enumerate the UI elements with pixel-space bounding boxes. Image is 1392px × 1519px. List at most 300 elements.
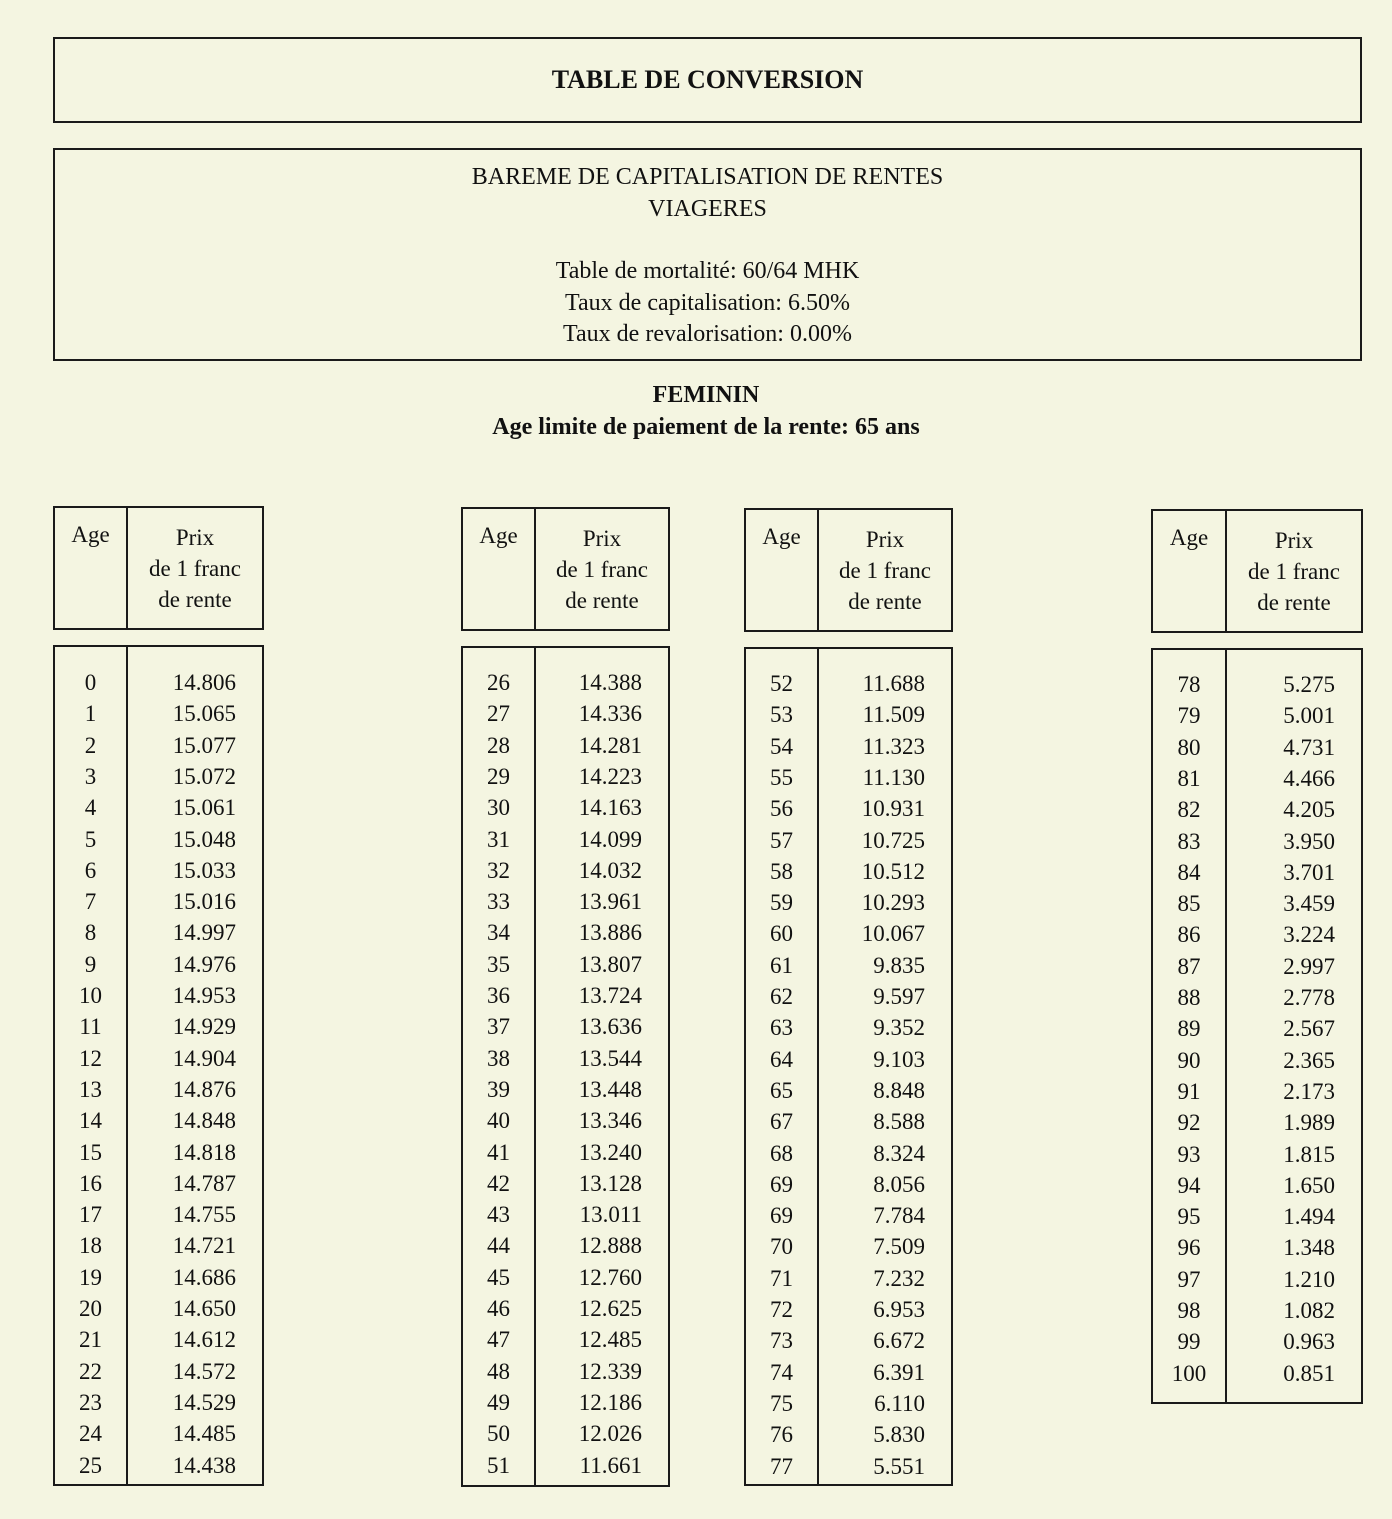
table-row [463, 1453, 668, 1484]
table-row [746, 984, 951, 1015]
table-row [746, 1015, 951, 1046]
table-row [463, 764, 668, 795]
age-header: Age [762, 524, 801, 549]
age-cell: 4 [84, 795, 97, 821]
price-cell: 13.807 [578, 951, 642, 977]
age-cell: 19 [79, 1264, 102, 1290]
age-cell: 30 [487, 795, 510, 821]
table-row [746, 921, 951, 952]
table-row [746, 671, 951, 702]
price-cell: 13.961 [578, 889, 642, 915]
age-cell: 18 [79, 1233, 102, 1259]
age-cell: 13 [79, 1076, 102, 1102]
price-cell: 14.755 [172, 1202, 236, 1228]
age-cell: 42 [487, 1170, 510, 1196]
age-cell: 28 [487, 732, 510, 758]
table-body [1151, 648, 1363, 1404]
price-cell: 2.567 [1283, 1016, 1335, 1042]
table-row [463, 1202, 668, 1233]
table-row [55, 983, 262, 1014]
table-header [744, 508, 953, 632]
age-cell: 53 [770, 702, 793, 728]
age-cell: 37 [487, 1014, 510, 1040]
table-row [1153, 1298, 1361, 1329]
price-cell: 14.787 [172, 1170, 236, 1196]
table-row [55, 1077, 262, 1108]
age-cell: 54 [770, 733, 793, 759]
price-cell: 1.348 [1283, 1235, 1335, 1261]
price-header [819, 524, 951, 617]
price-cell: 3.224 [1283, 922, 1335, 948]
age-cell: 64 [770, 1046, 793, 1072]
table-row [1153, 1142, 1361, 1173]
bareme-line1: BAREME DE CAPITALISATION DE RENTES [471, 164, 944, 190]
age-cell: 22 [79, 1358, 102, 1384]
table-row [463, 1359, 668, 1390]
age-cell: 90 [1177, 1047, 1201, 1073]
table-row [55, 889, 262, 920]
age-cell: 71 [770, 1265, 793, 1291]
table-row [55, 1202, 262, 1233]
price-cell: 14.099 [578, 826, 642, 852]
price-cell: 14.612 [172, 1327, 236, 1353]
table-row [55, 670, 262, 701]
table-row [1153, 954, 1361, 985]
price-cell: 8.324 [873, 1140, 925, 1166]
table-row [463, 1390, 668, 1421]
table-row [55, 858, 262, 889]
price-cell: 9.352 [873, 1015, 925, 1041]
age-cell: 93 [1177, 1141, 1201, 1167]
table-row [1153, 860, 1361, 891]
age-header: Age [1169, 525, 1209, 550]
table-row [1153, 1016, 1361, 1047]
price-cell: 14.904 [172, 1045, 236, 1071]
price-cell: 5.001 [1283, 703, 1335, 729]
table-row [463, 1140, 668, 1171]
age-cell: 80 [1177, 734, 1201, 760]
age-cell: 97 [1177, 1266, 1201, 1292]
price-cell: 1.210 [1283, 1266, 1335, 1292]
price-cell: 1.989 [1283, 1110, 1335, 1136]
table-row [55, 1453, 262, 1484]
age-cell: 38 [487, 1045, 510, 1071]
price-header-line: Prix [865, 527, 905, 552]
age-cell: 78 [1177, 672, 1201, 697]
age-cell: 31 [487, 826, 510, 852]
price-cell: 4.205 [1283, 797, 1335, 823]
table-row [1153, 1173, 1361, 1204]
age-cell: 26 [487, 670, 510, 695]
age-cell: 52 [770, 671, 793, 696]
price-cell: 2.997 [1283, 953, 1335, 979]
table-row [55, 1265, 262, 1296]
age-cell: 89 [1177, 1016, 1201, 1042]
price-cell: 12.888 [578, 1233, 642, 1259]
table-row [1153, 703, 1361, 734]
age-cell: 60 [770, 921, 793, 947]
table-row [746, 1109, 951, 1140]
price-cell: 14.336 [578, 701, 642, 727]
age-cell: 75 [770, 1390, 793, 1416]
price-cell: 14.572 [172, 1358, 236, 1384]
age-cell: 68 [770, 1140, 793, 1166]
table-row [1153, 891, 1361, 922]
age-cell: 57 [770, 827, 793, 853]
age-cell: 9 [84, 951, 97, 977]
age-cell: 0 [84, 670, 97, 695]
age-cell: 34 [487, 920, 510, 946]
sex-heading: FEMININ [652, 382, 760, 408]
age-cell: 5 [84, 826, 97, 852]
table-row [463, 1265, 668, 1296]
price-cell: 7.509 [873, 1234, 925, 1260]
table-row [463, 1171, 668, 1202]
age-cell: 81 [1177, 765, 1201, 791]
age-header: Age [71, 522, 110, 547]
table-row [746, 1047, 951, 1078]
price-cell: 5.830 [873, 1422, 925, 1448]
age-cell: 21 [79, 1327, 102, 1353]
price-cell: 11.130 [862, 764, 925, 790]
price-cell: 0.851 [1283, 1360, 1335, 1386]
price-header-line: Prix [175, 525, 215, 550]
table-row [463, 920, 668, 951]
table-row [746, 1454, 951, 1485]
table-row [463, 827, 668, 858]
price-cell: 12.625 [578, 1296, 642, 1321]
price-cell: 7.784 [873, 1203, 925, 1229]
price-cell: 15.061 [172, 795, 236, 821]
table-row [1153, 985, 1361, 1016]
table-row [746, 1078, 951, 1109]
price-cell: 9.597 [873, 984, 925, 1009]
price-cell: 14.818 [172, 1139, 236, 1165]
age-cell: 48 [487, 1358, 510, 1384]
price-cell: 15.065 [172, 701, 236, 727]
age-cell: 12 [79, 1045, 102, 1071]
table-row [463, 1077, 668, 1108]
table-row [55, 1390, 262, 1421]
table-row [463, 733, 668, 764]
table-row [1153, 1204, 1361, 1235]
table-row [1153, 1235, 1361, 1266]
price-cell: 15.077 [172, 732, 236, 758]
table-row [1153, 1267, 1361, 1298]
table-row [746, 1328, 951, 1359]
age-cell: 46 [487, 1296, 510, 1321]
price-cell: 14.721 [172, 1233, 236, 1259]
age-cell: 58 [770, 858, 793, 884]
price-cell: 14.223 [578, 763, 642, 789]
capitalisation-rate: Taux de capitalisation: 6.50% [565, 290, 850, 316]
age-cell: 100 [1171, 1360, 1207, 1386]
table-row [55, 1046, 262, 1077]
price-cell: 3.459 [1283, 891, 1335, 917]
price-cell: 14.976 [172, 951, 236, 977]
table-row [746, 796, 951, 827]
price-cell: 11.509 [862, 702, 925, 728]
table-row [463, 889, 668, 920]
price-cell: 14.281 [578, 732, 642, 758]
age-cell: 1 [84, 701, 97, 727]
price-cell: 14.929 [172, 1014, 236, 1040]
age-cell: 44 [487, 1233, 510, 1259]
age-cell: 45 [487, 1264, 510, 1290]
table-row [746, 1391, 951, 1422]
bareme-line2: VIAGERES [648, 196, 767, 222]
table-row [55, 1296, 262, 1327]
price-cell: 2.173 [1283, 1078, 1335, 1104]
table-row [1153, 735, 1361, 766]
table-row [55, 1014, 262, 1045]
price-cell: 14.806 [172, 670, 236, 695]
price-cell: 11.323 [862, 733, 925, 759]
price-cell: 1.815 [1283, 1141, 1335, 1167]
price-cell: 6.110 [874, 1390, 925, 1416]
price-cell: 9.103 [873, 1046, 925, 1072]
age-cell: 96 [1177, 1235, 1201, 1261]
age-cell: 23 [79, 1389, 102, 1415]
table-row [746, 859, 951, 890]
price-cell: 10.725 [861, 827, 925, 853]
table-row [746, 1172, 951, 1203]
title-box [53, 37, 1362, 123]
table-row [55, 1359, 262, 1390]
price-cell: 3.950 [1283, 828, 1335, 854]
age-cell: 88 [1177, 985, 1201, 1010]
age-cell: 62 [770, 984, 793, 1009]
age-cell: 91 [1177, 1078, 1201, 1104]
price-cell: 5.551 [873, 1453, 925, 1479]
age-cell: 16 [79, 1170, 102, 1196]
table-row [746, 828, 951, 859]
age-cell: 10 [79, 983, 102, 1008]
table-row [746, 1234, 951, 1265]
table-row [463, 1296, 668, 1327]
age-cell: 76 [770, 1422, 793, 1448]
price-cell: 3.701 [1283, 859, 1335, 885]
price-cell: 6.672 [873, 1328, 925, 1354]
table-row [55, 827, 262, 858]
age-cell: 40 [487, 1108, 510, 1134]
age-cell: 70 [770, 1234, 793, 1260]
table-row [463, 795, 668, 826]
table-row [746, 1422, 951, 1453]
table-row [463, 1108, 668, 1139]
price-cell: 1.650 [1283, 1172, 1335, 1198]
price-cell: 14.686 [172, 1264, 236, 1290]
price-cell: 14.848 [172, 1108, 236, 1134]
age-cell: 99 [1177, 1329, 1201, 1355]
table-header [53, 506, 264, 630]
table-row [463, 1233, 668, 1264]
age-cell: 59 [770, 890, 793, 916]
age-cell: 47 [487, 1327, 510, 1353]
table-row [746, 1141, 951, 1172]
age-cell: 82 [1177, 797, 1201, 823]
table-row [55, 733, 262, 764]
price-header-line: Prix [582, 526, 622, 551]
table-row [55, 952, 262, 983]
price-cell: 14.388 [578, 670, 642, 695]
price-cell: 15.033 [172, 857, 236, 883]
age-cell: 39 [487, 1076, 510, 1102]
age-cell: 74 [770, 1359, 793, 1385]
table-row [746, 890, 951, 921]
price-cell: 9.835 [873, 952, 925, 978]
table-body [744, 647, 953, 1486]
price-cell: 15.016 [172, 889, 236, 915]
price-cell: 15.072 [172, 763, 236, 789]
price-header-line: de 1 franc [1248, 559, 1340, 584]
table-row [746, 1297, 951, 1328]
price-cell: 1.082 [1283, 1298, 1335, 1323]
table-row [463, 858, 668, 889]
price-cell: 13.346 [578, 1108, 642, 1134]
age-cell: 87 [1177, 953, 1201, 979]
price-cell: 10.512 [861, 858, 925, 884]
table-row [463, 670, 668, 701]
table-row [463, 1421, 668, 1452]
age-cell: 77 [770, 1453, 793, 1479]
price-cell: 15.048 [172, 826, 236, 852]
age-cell: 98 [1177, 1298, 1201, 1323]
age-cell: 27 [487, 701, 510, 727]
table-row [55, 1108, 262, 1139]
age-cell: 73 [770, 1328, 793, 1354]
table-row [463, 1046, 668, 1077]
age-cell: 83 [1177, 828, 1201, 854]
table-row [746, 1266, 951, 1297]
price-cell: 2.778 [1283, 985, 1335, 1010]
price-cell: 13.636 [578, 1014, 642, 1040]
age-cell: 24 [79, 1421, 102, 1447]
table-row [463, 701, 668, 732]
age-cell: 20 [79, 1296, 102, 1321]
table-row [55, 1140, 262, 1171]
age-cell: 69 [770, 1171, 793, 1197]
price-cell: 7.232 [873, 1265, 925, 1291]
age-cell: 6 [84, 857, 97, 883]
price-cell: 8.588 [873, 1109, 925, 1135]
table-row [55, 795, 262, 826]
age-cell: 94 [1177, 1172, 1201, 1198]
age-cell: 84 [1177, 859, 1201, 885]
age-cell: 50 [487, 1421, 510, 1447]
age-cell: 65 [770, 1077, 793, 1103]
table-row [55, 920, 262, 951]
price-cell: 14.529 [172, 1389, 236, 1415]
age-cell: 67 [770, 1109, 793, 1135]
price-cell: 14.485 [172, 1421, 236, 1447]
age-cell: 8 [84, 920, 97, 946]
age-cell: 79 [1177, 703, 1201, 729]
age-limit-heading: Age limite de paiement de la rente: 65 ans [492, 414, 920, 440]
price-cell: 13.544 [578, 1045, 642, 1071]
price-cell: 12.760 [578, 1264, 642, 1290]
price-cell: 13.886 [578, 920, 642, 946]
age-cell: 86 [1177, 922, 1201, 948]
table-row [55, 1421, 262, 1452]
age-cell: 63 [770, 1015, 793, 1041]
price-header [1227, 525, 1361, 618]
table-row [1153, 1329, 1361, 1360]
age-cell: 2 [84, 732, 97, 758]
age-cell: 25 [79, 1452, 102, 1478]
table-row [55, 1233, 262, 1264]
price-cell: 10.067 [861, 921, 925, 947]
table-row [746, 702, 951, 733]
age-cell: 49 [487, 1389, 510, 1415]
price-cell: 13.448 [578, 1076, 642, 1102]
price-cell: 8.848 [873, 1077, 925, 1103]
age-cell: 41 [487, 1139, 510, 1165]
age-cell: 32 [487, 857, 510, 883]
price-cell: 14.438 [172, 1452, 236, 1478]
age-cell: 35 [487, 951, 510, 977]
age-cell: 92 [1177, 1110, 1201, 1136]
table-row [1153, 1361, 1361, 1392]
age-cell: 69 [770, 1203, 793, 1229]
price-header-line: de rente [158, 587, 232, 612]
price-cell: 0.963 [1283, 1329, 1335, 1355]
table-row [55, 701, 262, 732]
table-row [55, 764, 262, 795]
price-cell: 12.485 [578, 1327, 642, 1353]
price-header-line: de rente [565, 588, 639, 613]
age-header: Age [479, 523, 518, 548]
price-header-line: Prix [1274, 528, 1314, 553]
table-row [746, 953, 951, 984]
price-cell: 14.032 [578, 857, 642, 883]
table-row [1153, 1110, 1361, 1141]
age-cell: 3 [84, 763, 97, 789]
age-cell: 72 [770, 1297, 793, 1322]
table-row [1153, 922, 1361, 953]
price-cell: 14.953 [172, 983, 236, 1008]
price-cell: 10.931 [861, 796, 925, 822]
table-row [746, 734, 951, 765]
age-cell: 43 [487, 1202, 510, 1228]
age-cell: 14 [79, 1108, 102, 1134]
price-header-line: de 1 franc [839, 558, 931, 583]
table-row [463, 983, 668, 1014]
age-cell: 55 [770, 764, 793, 790]
table-header [461, 507, 670, 631]
price-cell: 4.731 [1283, 734, 1335, 760]
price-cell: 10.293 [861, 890, 925, 916]
price-header-line: de 1 franc [556, 557, 648, 582]
table-row [746, 1360, 951, 1391]
price-header-line: de rente [1257, 590, 1331, 615]
price-header-line: de 1 franc [149, 556, 241, 581]
table-row [1153, 766, 1361, 797]
price-header [536, 523, 668, 616]
price-cell: 14.997 [172, 920, 236, 946]
price-cell: 12.186 [578, 1389, 642, 1415]
table-row [1153, 672, 1361, 703]
table-body [461, 646, 670, 1487]
bareme-box [53, 148, 1362, 361]
age-cell: 33 [487, 889, 510, 915]
age-cell: 7 [84, 889, 97, 915]
price-cell: 14.163 [578, 795, 642, 821]
price-cell: 14.650 [172, 1296, 236, 1321]
price-cell: 12.026 [578, 1421, 642, 1447]
price-cell: 14.876 [172, 1076, 236, 1102]
age-cell: 36 [487, 983, 510, 1008]
